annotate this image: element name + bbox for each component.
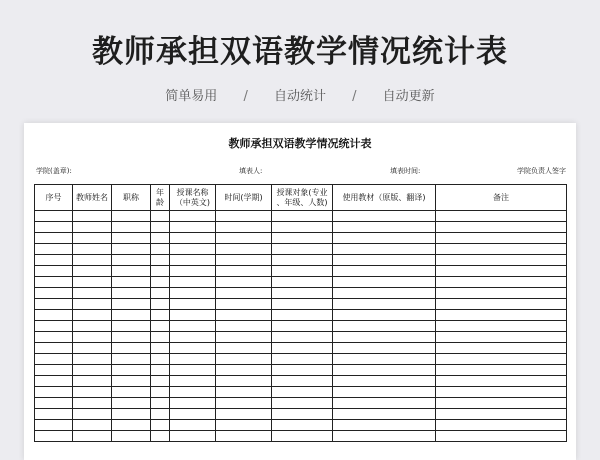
table-row [35,365,567,376]
table-cell[interactable] [112,233,151,244]
table-cell[interactable] [272,376,333,387]
table-cell[interactable] [73,266,112,277]
table-cell[interactable] [151,255,170,266]
table-cell[interactable] [73,277,112,288]
table-cell[interactable] [436,310,567,321]
table-cell[interactable] [333,244,436,255]
table-cell[interactable] [436,277,567,288]
column-header-label: 授课名称 [176,187,209,197]
table-row [35,321,567,332]
table-cell[interactable] [170,321,216,332]
table-cell[interactable] [272,332,333,343]
table-cell[interactable] [216,288,272,299]
table-cell[interactable] [436,299,567,310]
table-cell[interactable] [73,255,112,266]
table-cell[interactable] [35,398,73,409]
table-cell[interactable] [35,354,73,365]
table-cell[interactable] [333,431,436,442]
table-cell[interactable] [436,376,567,387]
table-cell[interactable] [112,343,151,354]
table-cell[interactable] [170,398,216,409]
table-cell[interactable] [216,222,272,233]
tag-easy: 简单易用 [165,89,218,104]
table-cell[interactable] [35,277,73,288]
table-cell[interactable] [272,398,333,409]
table-cell[interactable] [436,343,567,354]
table-cell[interactable] [436,354,567,365]
table-cell[interactable] [112,387,151,398]
table-cell[interactable] [272,288,333,299]
table-row [35,376,567,387]
table-cell[interactable] [436,409,567,420]
table-cell[interactable] [272,343,333,354]
table-cell[interactable] [35,288,73,299]
column-header-label: 教师姓名 [76,192,108,202]
table-row [35,409,567,420]
column-header-label: 年 [156,187,164,197]
table-cell[interactable] [112,299,151,310]
banner-subtitle [0,85,600,104]
table-row [35,211,567,222]
table-cell[interactable] [112,420,151,431]
table-cell[interactable] [216,420,272,431]
table-cell[interactable] [35,321,73,332]
table-cell[interactable] [333,266,436,277]
table-cell[interactable] [73,365,112,376]
table-cell[interactable] [272,387,333,398]
table-cell[interactable] [272,365,333,376]
table-cell[interactable] [73,376,112,387]
table-cell[interactable] [151,354,170,365]
tag-auto-stat: 自动统计 [273,89,326,104]
table-cell[interactable] [151,233,170,244]
table-cell[interactable] [151,222,170,233]
table-cell[interactable] [35,244,73,255]
column-header-label: 龄 [156,197,164,207]
table-cell[interactable] [151,299,170,310]
table-cell[interactable] [333,365,436,376]
table-cell[interactable] [436,332,567,343]
table-body [35,211,567,442]
column-header-label: 序号 [45,192,62,202]
table-cell[interactable] [333,288,436,299]
table-cell[interactable] [272,431,333,442]
table-cell[interactable] [112,211,151,222]
table-cell[interactable] [170,376,216,387]
table-cell[interactable] [170,244,216,255]
separator: / [352,89,357,104]
table-cell[interactable] [216,332,272,343]
table-cell[interactable] [216,255,272,266]
table-cell[interactable] [151,365,170,376]
table-row [35,332,567,343]
table-cell[interactable] [73,299,112,310]
table-cell[interactable] [436,398,567,409]
spreadsheet-preview [24,123,576,460]
table-cell[interactable] [333,222,436,233]
table-cell[interactable] [151,420,170,431]
table-cell[interactable] [216,354,272,365]
column-header [216,185,272,211]
table-cell[interactable] [272,299,333,310]
table-cell[interactable] [436,222,567,233]
table-cell[interactable] [333,376,436,387]
table-cell[interactable] [333,211,436,222]
table-cell[interactable] [73,310,112,321]
table-cell[interactable] [333,332,436,343]
table-cell[interactable] [333,233,436,244]
table-cell[interactable] [73,387,112,398]
table-cell[interactable] [216,321,272,332]
column-header [333,185,436,211]
column-header [73,185,112,211]
table-cell[interactable] [170,222,216,233]
table-cell[interactable] [436,420,567,431]
table-cell[interactable] [151,321,170,332]
table-cell[interactable] [436,365,567,376]
table-cell[interactable] [216,343,272,354]
table-cell[interactable] [272,233,333,244]
table-cell[interactable] [436,321,567,332]
table-row [35,277,567,288]
table-cell[interactable] [35,332,73,343]
table-row [35,431,567,442]
table-cell[interactable] [170,266,216,277]
table-cell[interactable] [73,244,112,255]
table-cell[interactable] [151,266,170,277]
table-cell[interactable] [272,266,333,277]
table-cell[interactable] [216,233,272,244]
filler-field: 填表人: [239,167,263,175]
table-cell[interactable] [112,310,151,321]
table-cell[interactable] [272,211,333,222]
document-title: 教师承担双语教学情况统计表 [228,137,372,150]
table-cell[interactable] [73,343,112,354]
table-cell[interactable] [216,266,272,277]
table-cell[interactable] [112,321,151,332]
table-cell[interactable] [112,222,151,233]
table-cell[interactable] [170,387,216,398]
table-cell[interactable] [35,387,73,398]
table-cell[interactable] [73,420,112,431]
banner-title: 教师承担双语教学情况统计表 [92,34,508,70]
table-cell[interactable] [170,354,216,365]
table-cell[interactable] [216,387,272,398]
signature-field: 学院负责人签字 [517,167,566,175]
table-cell[interactable] [170,343,216,354]
table-cell[interactable] [73,222,112,233]
table-cell[interactable] [151,343,170,354]
table-cell[interactable] [170,277,216,288]
table-cell[interactable] [436,211,567,222]
table-cell[interactable] [170,211,216,222]
table-cell[interactable] [73,211,112,222]
table-cell[interactable] [216,376,272,387]
table-cell[interactable] [333,343,436,354]
fill-time-field: 填表时间: [390,167,421,175]
table-cell[interactable] [333,255,436,266]
column-header [170,185,216,211]
table-row [35,266,567,277]
table-cell[interactable] [35,431,73,442]
table-cell[interactable] [216,431,272,442]
table-cell[interactable] [216,398,272,409]
table-row [35,387,567,398]
table-cell[interactable] [436,387,567,398]
table-cell[interactable] [333,387,436,398]
table-cell[interactable] [436,266,567,277]
table-cell[interactable] [35,365,73,376]
table-cell[interactable] [272,409,333,420]
table-cell[interactable] [112,365,151,376]
table-cell[interactable] [151,244,170,255]
table-cell[interactable] [170,299,216,310]
table-cell[interactable] [73,398,112,409]
table-cell[interactable] [151,398,170,409]
table-header-row [35,185,567,211]
table-cell[interactable] [35,420,73,431]
table-cell[interactable] [272,222,333,233]
table-cell[interactable] [73,431,112,442]
table-cell[interactable] [272,244,333,255]
table-row [35,310,567,321]
table-cell[interactable] [112,288,151,299]
table-cell[interactable] [35,376,73,387]
table-cell[interactable] [333,321,436,332]
table-cell[interactable] [272,277,333,288]
table-cell[interactable] [35,266,73,277]
table-row [35,288,567,299]
table-cell[interactable] [112,431,151,442]
tag-auto-update: 自动更新 [382,89,435,104]
table-cell[interactable] [216,299,272,310]
table-cell[interactable] [436,244,567,255]
table-cell[interactable] [35,233,73,244]
table-cell[interactable] [151,310,170,321]
table-cell[interactable] [35,409,73,420]
table-row [35,233,567,244]
table-cell[interactable] [170,310,216,321]
table-row [35,222,567,233]
table-row [35,354,567,365]
table-cell[interactable] [112,244,151,255]
table-cell[interactable] [73,288,112,299]
table-cell[interactable] [216,211,272,222]
table-cell[interactable] [216,365,272,376]
table-cell[interactable] [112,277,151,288]
table-row [35,255,567,266]
statistics-table [34,184,567,442]
table-cell[interactable] [272,321,333,332]
column-header-label: （中英文) [174,197,211,207]
column-header [112,185,151,211]
table-cell[interactable] [272,420,333,431]
table-cell[interactable] [272,310,333,321]
column-header-label: 授课对象(专业 [276,187,328,197]
table-cell[interactable] [112,354,151,365]
table-cell[interactable] [170,431,216,442]
table-cell[interactable] [73,321,112,332]
table-cell[interactable] [216,244,272,255]
table-row [35,244,567,255]
table-row [35,299,567,310]
table-cell[interactable] [333,409,436,420]
table-cell[interactable] [216,310,272,321]
table-cell[interactable] [112,398,151,409]
table-cell[interactable] [170,288,216,299]
school-field: 学院(盖章): [36,167,72,175]
table-cell[interactable] [436,233,567,244]
table-cell[interactable] [333,398,436,409]
table-cell[interactable] [151,277,170,288]
table-cell[interactable] [73,332,112,343]
table-cell[interactable] [112,409,151,420]
table-cell[interactable] [333,277,436,288]
column-header-label: 使用教材（原版、翻译) [342,192,426,202]
table-cell[interactable] [170,233,216,244]
table-cell[interactable] [272,354,333,365]
separator: / [243,89,248,104]
table-cell[interactable] [170,332,216,343]
table-cell[interactable] [35,343,73,354]
table-row [35,343,567,354]
column-header [151,185,170,211]
column-header-label: 职称 [123,192,139,202]
table-cell[interactable] [151,409,170,420]
table-row [35,420,567,431]
table-cell[interactable] [35,211,73,222]
table-row [35,398,567,409]
table-cell[interactable] [151,387,170,398]
table-cell[interactable] [35,255,73,266]
table-cell[interactable] [333,310,436,321]
table-cell[interactable] [35,310,73,321]
table-cell[interactable] [35,222,73,233]
table-cell[interactable] [35,299,73,310]
table-cell[interactable] [436,431,567,442]
column-header [436,185,567,211]
column-header [272,185,333,211]
column-header-label: 时间(学期) [224,192,263,202]
table-cell[interactable] [112,332,151,343]
table-cell[interactable] [272,255,333,266]
table-cell[interactable] [73,233,112,244]
table-cell[interactable] [216,277,272,288]
column-header-label: 备注 [493,192,509,202]
table-cell[interactable] [151,431,170,442]
table-cell[interactable] [333,354,436,365]
table-cell[interactable] [151,376,170,387]
column-header [35,185,73,211]
table-cell[interactable] [112,376,151,387]
table-cell[interactable] [436,288,567,299]
table-cell[interactable] [436,255,567,266]
table-cell[interactable] [170,365,216,376]
table-cell[interactable] [333,299,436,310]
table-cell[interactable] [170,409,216,420]
table-cell[interactable] [151,211,170,222]
table-cell[interactable] [112,266,151,277]
table-cell[interactable] [73,409,112,420]
table-cell[interactable] [112,255,151,266]
table-cell[interactable] [170,420,216,431]
table-cell[interactable] [170,255,216,266]
table-cell[interactable] [73,354,112,365]
column-header-label: 、年级、人数) [276,197,328,207]
table-cell[interactable] [151,288,170,299]
table-cell[interactable] [333,420,436,431]
table-cell[interactable] [151,332,170,343]
table-cell[interactable] [216,409,272,420]
